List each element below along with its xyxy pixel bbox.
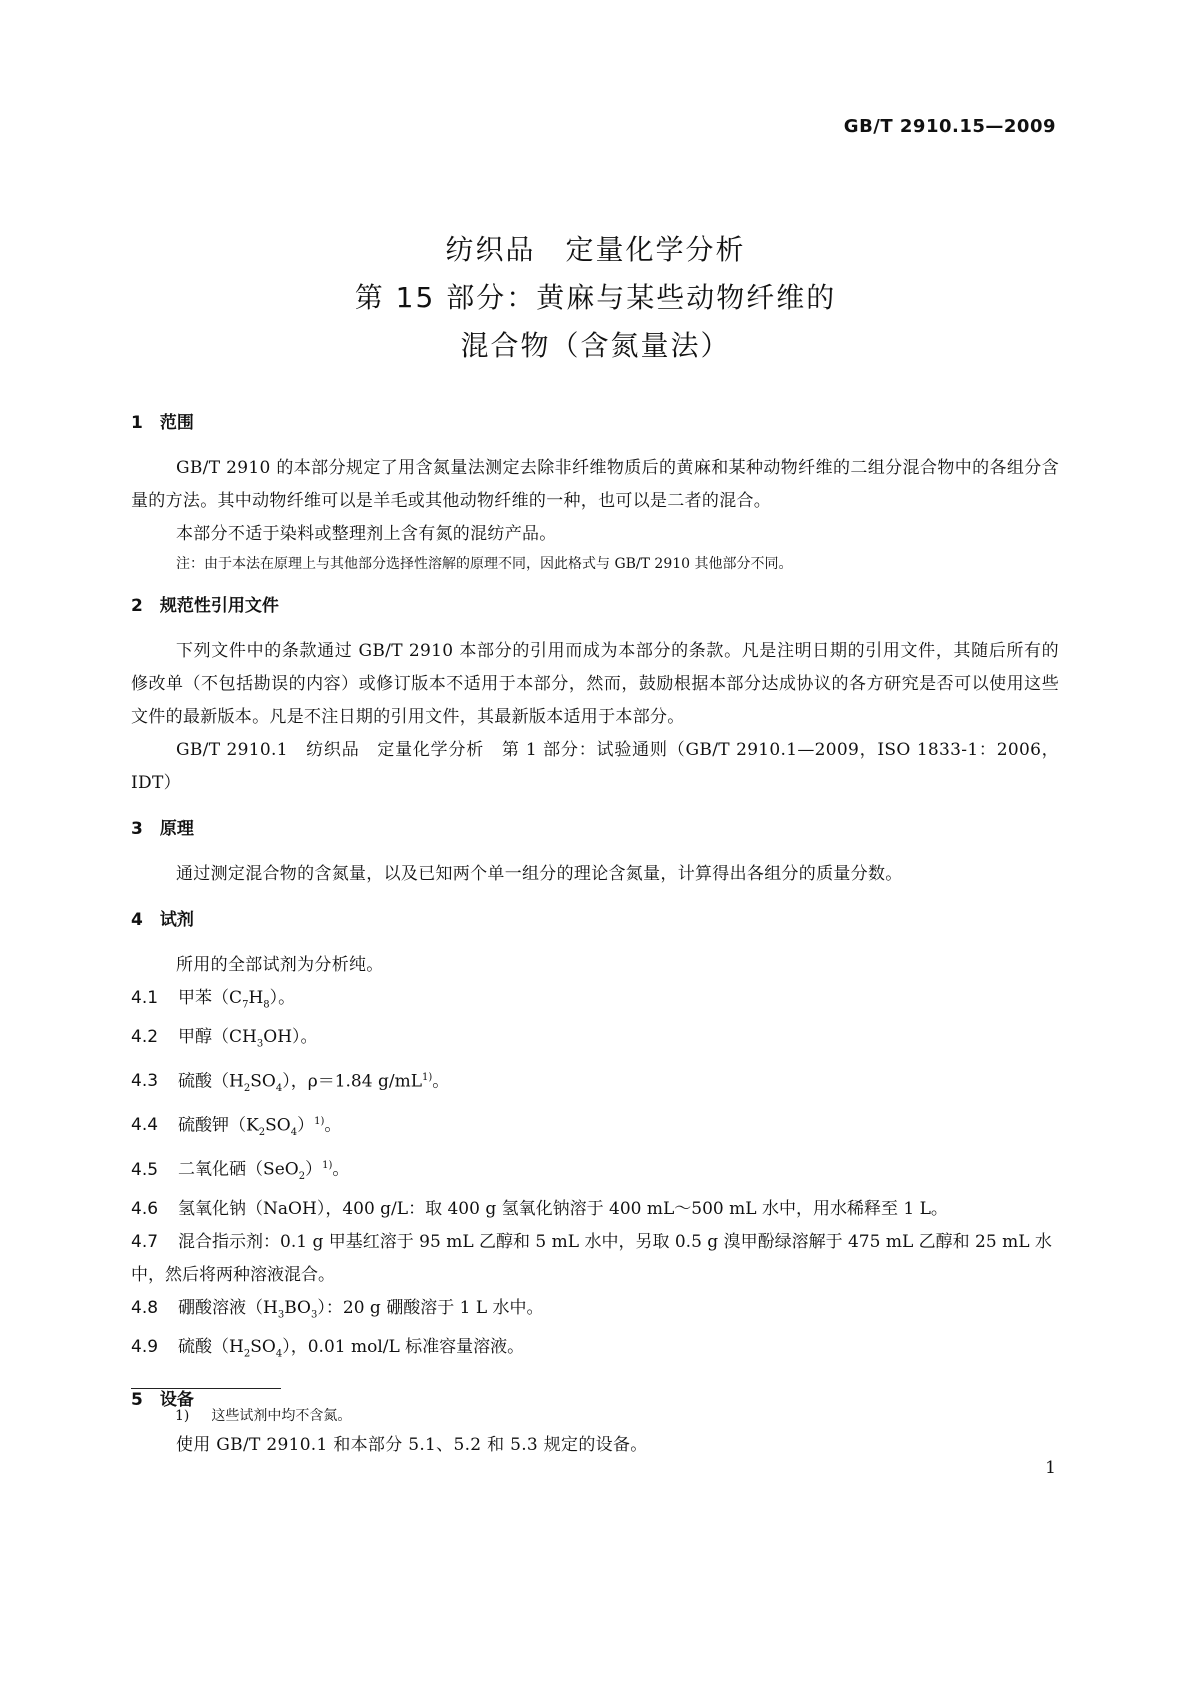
footnote-text: 这些试剂中均不含氮。: [211, 1408, 352, 1424]
standard-number: GB/T 2910.15—2009: [843, 116, 1056, 137]
document-title: [0, 226, 1191, 370]
section-1-note: 注：由于本法在原理上与其他部分选择性溶解的原理不同，因此格式与 GB/T 2910 其他部分不同。: [176, 556, 793, 572]
reagent-item: 4.4 硫酸钾$(K_2SO_4)^{1)}$。: [131, 1115, 342, 1138]
section-4-heading: 4 试剂: [131, 910, 194, 930]
document-body: [131, 406, 1059, 1462]
footnote: [175, 1405, 351, 1425]
section-2-heading: 2 规范性引用文件: [131, 596, 279, 616]
reagent-item: 4.1 甲苯$(C_7H_8)$。: [131, 988, 296, 1011]
section-1-paragraph-1: GB/T 2910 的本部分规定了用含氮量法测定去除非纤维物质后的黄麻和某种动物纤维的二组分混合物中的各组分含量的方法。其中动物纤维可以是羊毛或其他动物纤维的一种，也可以是二者的混合。: [131, 458, 1059, 511]
title-line-2: 第 15 部分：黄麻与某些动物纤维的: [354, 281, 837, 314]
title-line-3: 混合物（含氮量法）: [460, 329, 731, 362]
section-1-paragraph-2: 本部分不适于染料或整理剂上含有氮的混纺产品。: [176, 524, 557, 544]
reagent-item: 4.3 硫酸$(H_2SO_4)$，ρ＝1.84 $g/mL^{1)}$。: [131, 1071, 450, 1094]
section-5-heading: 5 设备: [131, 1389, 194, 1410]
title-line-1: 纺织品 定量化学分析: [445, 233, 746, 266]
reagent-item: 4.5 二氧化硒$(SeO_2)^{1)}$。: [131, 1159, 350, 1182]
section-4-intro: 所用的全部试剂为分析纯。: [176, 955, 384, 975]
section-3-paragraph-1: 通过测定混合物的含氮量，以及已知两个单一组分的理论含氮量，计算得出各组分的质量分数。: [176, 864, 903, 884]
section-3-heading: 3 原理: [131, 819, 194, 839]
reagent-item: 4.9 硫酸$(H_2SO_4)$，0.01 mol/L 标准容量溶液。: [131, 1337, 525, 1360]
reagent-item: 4.7 混合指示剂：0.1 g 甲基红溶于 95 mL 乙醇和 5 mL 水中，另取 0.5 g 溴甲酚绿溶解于 475 mL 乙醇和 25 mL 水中，然后将两种溶液混合。: [131, 1231, 1052, 1285]
section-5-paragraph-1: 使用 GB/T 2910.1 和本部分 5.1、5.2 和 5.3 规定的设备。: [176, 1434, 648, 1455]
reagent-item: 4.6 氢氧化钠（NaOH），400 g/L：取 400 g 氢氧化钠溶于 400 mL～500 mL 水中，用水稀释至 1 L。: [131, 1198, 948, 1219]
footnote-mark: 1): [175, 1408, 190, 1424]
section-2-paragraph-1: 下列文件中的条款通过 GB/T 2910 本部分的引用而成为本部分的条款。凡是注明日期的引用文件，其随后所有的修改单（不包括勘误的内容）或修订版本不适用于本部分，然而，鼓励根据本部分达成协议的各方研究是否可以使用这些文件的最新版本。凡是不注日期的引用文件，其最新版本适用于本部分。: [131, 641, 1059, 727]
footnote-divider: [131, 1388, 281, 1389]
reagent-item: 4.2 甲醇$(CH_3OH)$。: [131, 1027, 318, 1050]
page-number: 1: [1045, 1458, 1056, 1478]
reagent-item: 4.8 硼酸溶液$(H_3BO_3)$：20 g 硼酸溶于 1 L 水中。: [131, 1297, 544, 1321]
section-2-reference: GB/T 2910.1 纺织品 定量化学分析 第 1 部分：试验通则（GB/T 2910.1—2009，ISO 1833-1：2006，IDT）: [131, 740, 1059, 793]
section-1-heading: 1 范围: [131, 413, 194, 433]
